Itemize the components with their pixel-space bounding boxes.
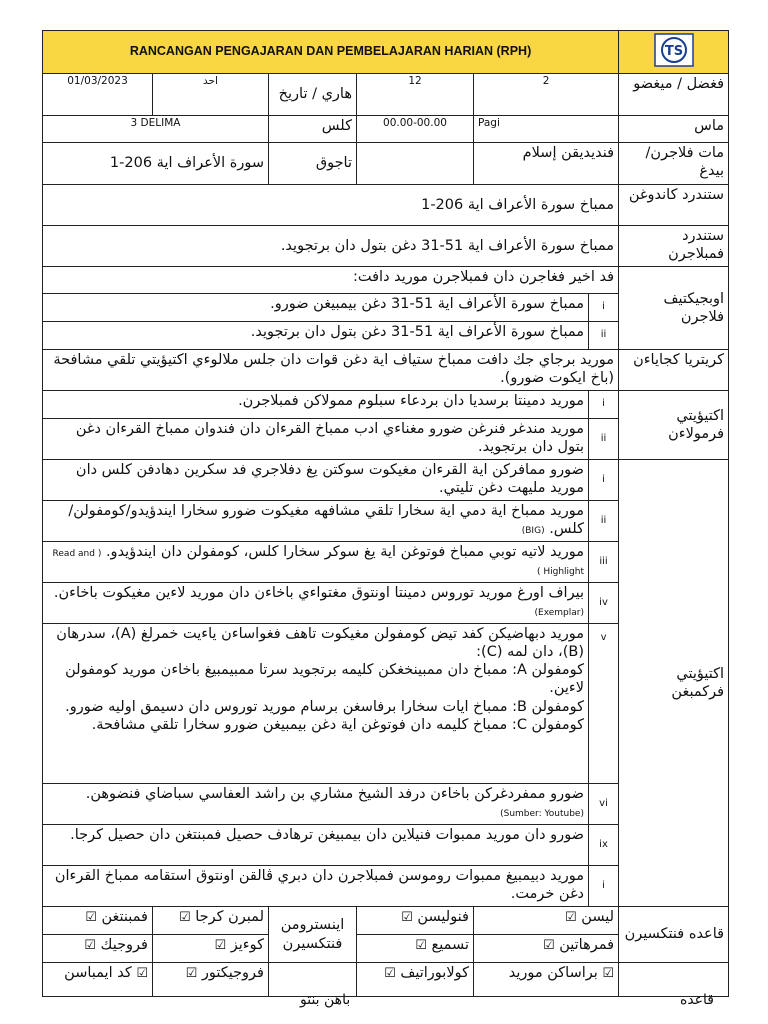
development-line: كومفولن A: ممباخ دان ممبينخغكن كليمه برتجويد سرتا ممبيمبيغ باخاءن موريد كومفولن لاءين. — [65, 662, 584, 697]
development-text: ضورو ممافركن اية القرءان مغيكوت سوكتن يغ دفلاجري فد سكرين دهادفن كلس دان موريد مليهت دغن تليتي. — [43, 460, 589, 501]
method-item: فروجيكتور — [201, 965, 264, 981]
development-text: موريد لاتيه توبي ممباخ فوتوغن اية يغ سوكر سخارا كلس، كومفولن دان ايندؤيدو. — [105, 544, 584, 560]
method-cell — [153, 963, 269, 997]
development-text: موريد ممباخ اية دمي اية سخارا تلقي مشافهه مغيكوت ضورو سخارا ايندؤيدو/كومفولن/كلس. — [68, 503, 584, 538]
method-row — [43, 907, 729, 935]
method-cell — [153, 907, 269, 935]
method-cell — [43, 935, 153, 963]
day-date-label: هاري / تاريخ — [269, 74, 357, 116]
checkbox-icon[interactable]: ☑ — [85, 910, 97, 925]
development-text: ضورو دان موريد ممبوات فنيلاين دان بيمبيغن ترهادف حصيل فمبنتغن دان حصيل كرجا. — [43, 825, 589, 866]
method-cell — [153, 935, 269, 963]
week-value: 12 — [357, 74, 474, 116]
criteria-label: كريتريا كجاياءن — [619, 350, 729, 391]
checkbox-icon[interactable]: ☑ — [401, 910, 413, 925]
objectives-intro: فد اخير فغاجرن دان فمبلاجرن موريد دافت: — [43, 267, 619, 294]
standard-kandungan-label: ستندرد كاندوغن — [619, 185, 729, 226]
empty-cell — [357, 143, 474, 185]
day-value: احد — [153, 74, 269, 116]
development-note: (Sumber: Youtube) — [500, 809, 584, 820]
standard-pembelajaran-row — [43, 226, 729, 267]
development-text: بيراف اورغ موريد توروس دمينتا اونتوق مغتواءي باخاءن دان موريد لاءين مغيكوت باخاءن. — [53, 585, 584, 601]
development-line: موريد دبهاضيكن كفد تيض كومفولن مغيكوت تاهف فغواساءن ياءيت خمرلغ (A)، سدرهان (B)، دان لمه (C): — [56, 626, 584, 661]
topic-value: سورة الأعراف اية 206-1 — [43, 143, 269, 185]
development-number: ix — [589, 825, 619, 866]
objective-text: ممباخ سورة الأعراف اية 51-31 دغن بيمبيغن ضورو. — [43, 294, 589, 322]
checkbox-icon[interactable]: ☑ — [214, 938, 227, 953]
standard-kandungan-text: ممباخ سورة الأعراف اية 206-1 — [43, 185, 619, 226]
footer-left-label: باهن بنتو — [300, 992, 351, 1008]
introduction-number: ii — [589, 419, 619, 460]
svg-text:TS: TS — [664, 43, 683, 59]
method-item: فمبنتغن — [101, 909, 148, 925]
checkbox-icon[interactable]: ☑ — [565, 910, 577, 925]
development-cell — [43, 542, 589, 583]
objective-number: i — [589, 294, 619, 322]
date-row — [43, 74, 729, 116]
subject-row — [43, 143, 729, 185]
checkbox-icon[interactable]: ☑ — [136, 966, 148, 981]
introduction-text: موريد دمينتا برسديا دان بردعاء سبلوم ممولاكن فمبلاجرن. — [43, 391, 589, 419]
method-cell — [474, 907, 619, 935]
development-number: v — [589, 624, 619, 784]
development-note: (BIG) — [521, 526, 545, 537]
rph-sheet — [42, 30, 729, 997]
standard-kandungan-row — [43, 185, 729, 226]
development-row — [43, 460, 729, 501]
method-item: كوءيز — [230, 937, 264, 953]
development-line: كومفولن C: ممباخ كليمه دان فوتوغن اية دغن بيمبيغن ضورو سخارا تلقي مشافحة. — [91, 716, 584, 733]
development-text: ضورو ممفردغركن باخاءن درفد الشيخ مشاري بن راشد العفاسي سباضاي فنضوهن. — [85, 786, 584, 802]
checkbox-icon[interactable]: ☑ — [415, 938, 427, 953]
term-value: 2 — [474, 74, 619, 116]
objectives-intro-row — [43, 267, 729, 294]
checkbox-icon[interactable]: ☑ — [185, 966, 198, 981]
school-logo-icon — [654, 33, 694, 67]
development-note: (Exemplar) — [534, 608, 584, 619]
time-label: ماس — [619, 116, 729, 143]
standard-pembelajaran-label: ستندرد فمبلاجرن — [619, 226, 729, 267]
criteria-text: موريد برجاي جك دافت ممباخ ستياف اية دغن قوات دان جلس ملالوءي اكتيؤيتي تلقي مشافحة (باخ ايكوت ضورو). — [43, 350, 619, 391]
class-label: كلس — [269, 116, 357, 143]
method-item: ليسن — [581, 909, 615, 925]
objective-number: ii — [589, 322, 619, 350]
time-value: 00.00-00.00 — [357, 116, 474, 143]
method-item: كد ايمباسن — [64, 965, 132, 981]
development-number: iv — [589, 583, 619, 624]
criteria-row — [43, 350, 729, 391]
method-item: فمرهاتين — [559, 937, 615, 953]
method-cell — [43, 963, 153, 997]
method-item: لمبرن كرجا — [195, 909, 264, 925]
method-item: براساكن موريد — [508, 965, 598, 981]
method-item: فنوليسن — [417, 909, 469, 925]
subject-label: مات فلاجرن/ بيدغ — [619, 143, 729, 185]
footer-right-label: قاعده — [680, 992, 714, 1008]
instrument-label: اينسترومن فنتكسيرن — [269, 907, 357, 963]
objective-text: ممباخ سورة الأعراف اية 51-31 دغن بتول دان برتجويد. — [43, 322, 589, 350]
development-note: ( Read and Highlight ) — [52, 549, 584, 578]
method-cell — [43, 907, 153, 935]
checkbox-icon[interactable]: ☑ — [542, 938, 555, 953]
method-row — [43, 963, 729, 997]
development-number: iii — [589, 542, 619, 583]
method-cell — [474, 935, 619, 963]
development-number: vi — [589, 784, 619, 825]
topic-label: تاجوق — [269, 143, 357, 185]
class-row — [43, 116, 729, 143]
closing-number: i — [589, 866, 619, 907]
development-label: اكتيؤيتي فركمبغن — [619, 460, 729, 907]
method-item: كولابوراتيف — [400, 965, 469, 981]
method-item: تسميع — [431, 937, 469, 953]
standard-pembelajaran-text: ممباخ سورة الأعراف اية 51-31 دغن بتول دان برتجويد. — [43, 226, 619, 267]
development-cell — [43, 624, 589, 784]
period-label: فغضل / ميغضو — [619, 74, 729, 116]
introduction-label: اكتيؤيتي فرمولاءن — [619, 391, 729, 460]
date-value: 01/03/2023 — [43, 74, 153, 116]
method-item: فروجيك — [100, 937, 148, 953]
objectives-label: اوبجيكتيف فلاجرن — [619, 267, 729, 350]
introduction-number: i — [589, 391, 619, 419]
checkbox-icon[interactable]: ☑ — [84, 938, 96, 953]
development-cell — [43, 583, 589, 624]
development-cell — [43, 501, 589, 542]
title-row — [43, 31, 729, 74]
development-line: كومفولن B: ممباخ ايات سخارا برفاسغن برسام موريد توروس دان دسيمق اوليه ضورو. — [65, 698, 584, 715]
method-cell — [357, 935, 474, 963]
subject-value: فنديديقن إسلام — [474, 143, 619, 185]
method-cell — [474, 963, 619, 997]
page-title: RANCANGAN PENGAJARAN DAN PEMBELAJARAN HARIAN (RPH) — [43, 31, 619, 74]
development-number: i — [589, 460, 619, 501]
class-name: 3 DELIMA — [43, 116, 269, 143]
introduction-row — [43, 391, 729, 419]
session-value: Pagi — [474, 116, 619, 143]
checkbox-icon[interactable]: ☑ — [179, 910, 191, 925]
checkbox-icon[interactable]: ☑ — [602, 966, 615, 981]
method-cell — [357, 963, 474, 997]
methods-label: قاعده فنتكسيرن — [619, 907, 729, 963]
closing-text: موريد دبيمبيغ ممبوات روموسن فمبلاجرن دان دبري ڤالقن اونتوق استقامه ممباخ القرءان دغن خرمت. — [43, 866, 589, 907]
introduction-text: موريد مندغر فنرغن ضورو مغناءي ادب ممباخ القرءان دان فندوان ممباخ القرءان دغن بتول دان برتجويد. — [43, 419, 589, 460]
development-number: ii — [589, 501, 619, 542]
development-cell — [43, 784, 589, 825]
school-logo — [619, 31, 729, 74]
method-cell — [357, 907, 474, 935]
checkbox-icon[interactable]: ☑ — [384, 966, 396, 981]
